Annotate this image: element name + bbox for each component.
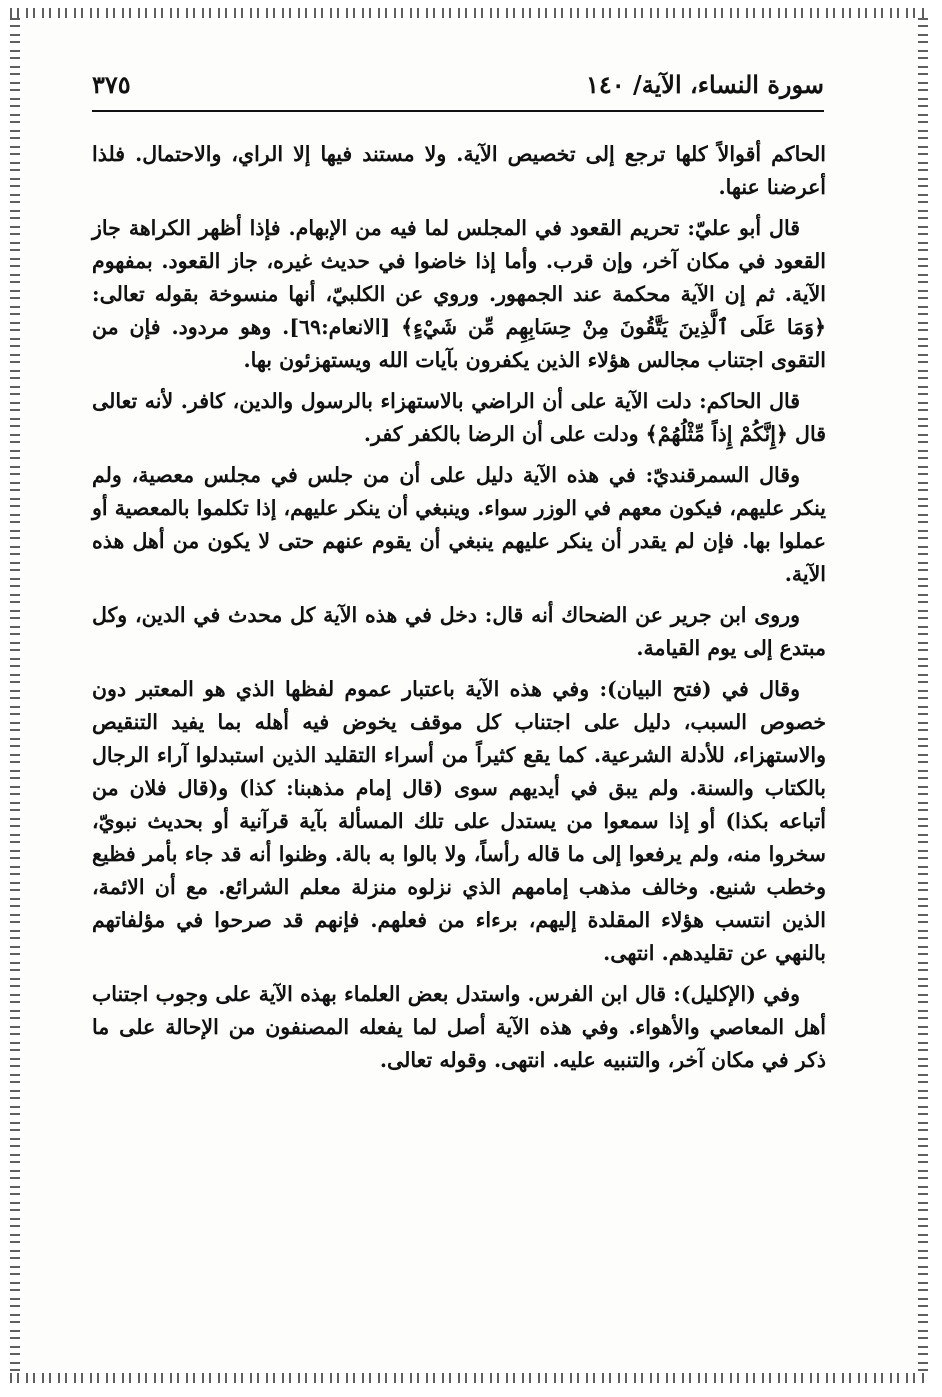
paragraph: [92, 673, 826, 970]
text-line: دون خصوص السبب، دليل على اجتناب كل موقف يخوض فيه أهله بما يفيد: [92, 677, 826, 734]
text-line: اجتناب أهل المعاصي والأهواء. وفي هذه الآية أصل لما يفعله المصنفون من الإحالة: [92, 982, 826, 1039]
ornamental-border-right: [918, 18, 928, 1373]
surah-title: سورة النساء، الآية/ ١٤٠: [585, 69, 824, 99]
ornamental-border-left: [10, 18, 20, 1373]
text-line: الدين، وكل مبتدع إلى يوم القيامة.: [92, 603, 826, 660]
text-line: على ما ذكر في مكان آخر، والتنبيه عليه. انتهى. وقوله تعالى.: [92, 1015, 826, 1072]
paragraph: [92, 599, 826, 665]
text-line: وقال في (فتح البيان): وفي هذه الآية باعتبار عموم لفظها الذي هو المعتبر: [136, 677, 801, 701]
text-line: التنقيص والاستهزاء، للأدلة الشرعية. كما يقع كثيراً من أسراء التقليد الذين: [92, 710, 826, 767]
text-line: يكون من أهل هذه الآية.: [92, 529, 826, 586]
text-line: وظنوا أنه قد جاء بأمر فظيع وخطب شنيع. وخالف مذهب إمامهم الذي نزلوه منزلة: [92, 842, 827, 899]
ornamental-border-top: [10, 8, 928, 18]
text-body: [92, 138, 826, 1085]
text-line: وروى ابن جرير عن الضحاك أنه قال: دخل في هذه الآية كل محدث في: [193, 603, 801, 627]
text-line: قال الحاكم: دلت الآية على أن الراضي بالاستهزاء بالرسول والدين، كافر. لأنه: [144, 389, 801, 413]
text-line: الحاكم أقوالاً كلها ترجع إلى تخصيص الآية. ولا مستند فيها إلا الراي، والاحتمال.: [135, 142, 826, 166]
text-line: قال أبو عليّ: تحريم القعود في المجلس لما فيه من الإبهام. فإذا أظهر الكراهة: [128, 216, 800, 240]
text-line: بالمعصية أو عملوا بها. فإن لم يقدر أن ينكر عليهم ينبغي أن يقوم عنهم حتى لا: [92, 496, 826, 553]
paragraph: [92, 138, 826, 204]
page-number: ٣٧٥: [92, 69, 131, 99]
text-line: معلم الشرائع. مع أن الائمة، الذين انتسب هؤلاء المقلدة إليهم، برءاء من فعلهم.: [92, 875, 827, 932]
text-line: فإنهم قد صرحوا في مؤلفاتهم بالنهي عن تقليدهم. انتهى.: [92, 908, 826, 965]
text-line: بقوله تعالى: ﴿وَمَا عَلَى ٱلَّذِينَ يَتَّقُونَ مِنْ حِسَابِهِم مِّن شَيْءٍ﴾ [الانعام:٦٩]. وهو: [92, 282, 827, 339]
paragraph: [92, 212, 826, 377]
text-line: جاز القعود في مكان آخر، وإن قرب. وأما إذا خاضوا في حديث غيره، جاز القعود.: [92, 216, 826, 273]
paragraph: [92, 459, 826, 591]
text-line: تعالى قال ﴿إِنَّكُمْ إِذاً مِّثْلُهُمْ﴾ ودلت على أن الرضا بالكفر كفر.: [92, 389, 826, 446]
text-line: استبدلوا آراء الرجال بالكتاب والسنة. ولم يبق في أيديهم سوى (قال إمام مذهبنا:: [92, 743, 826, 800]
text-line: وقال السمرقنديّ: في هذه الآية دليل على أن من جلس في مجلس معصية،: [131, 463, 800, 487]
ornamental-border-bottom: [10, 1373, 928, 1383]
running-header: [92, 62, 824, 106]
header-rule: [92, 110, 824, 112]
text-line: وفي (الإكليل): قال ابن الفرس. واستدل بعض العلماء بهذه الآية على وجوب: [155, 982, 801, 1006]
text-line: مردود. فإن من التقوى اجتناب مجالس هؤلاء الذين يكفرون بآيات الله ويستهزئون: [92, 315, 826, 372]
text-line: فلذا أعرضنا عنها.: [92, 142, 826, 199]
paragraph: [92, 978, 826, 1077]
paragraph: [92, 385, 826, 451]
text-line: بها.: [243, 348, 272, 372]
text-line: قرآنية أو بحديث نبويّ، سخروا منه، ولم يرفعوا إلى ما قاله رأساً، ولا بالوا به بالة.: [92, 809, 826, 866]
text-line: ولم ينكر عليهم، فيكون معهم في الوزر سواء. وينبغي أن ينكر عليهم، إذا تكلموا: [92, 463, 826, 520]
text-line: كذا) و(قال فلان من أتباعه بكذا) أو إذا سمعوا من يستدل على تلك المسألة بآية: [92, 776, 827, 833]
text-line: بمفهوم الآية. ثم إن الآية محكمة عند الجمهور. وروي عن الكلبيّ، أنها منسوخة: [92, 249, 826, 306]
